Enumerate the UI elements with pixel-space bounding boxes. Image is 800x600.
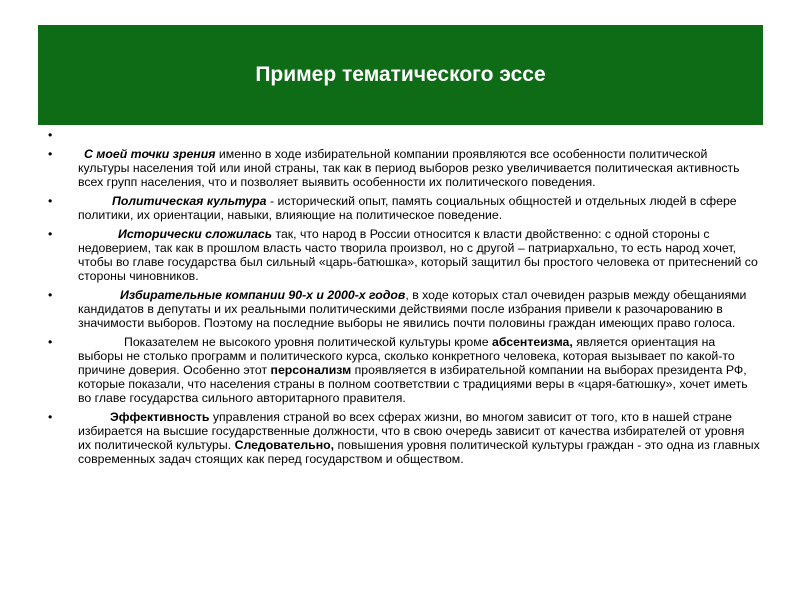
item-term: персонализм	[270, 363, 352, 377]
item-text	[78, 194, 737, 222]
bullet-icon: •	[48, 147, 53, 161]
bullet-icon: •	[48, 335, 53, 349]
item-text	[78, 147, 740, 189]
bullet-icon: •	[48, 288, 53, 302]
slide-title: Пример тематического эссе	[255, 63, 546, 86]
item-text	[78, 335, 748, 405]
title-banner	[38, 25, 763, 125]
bullet-list	[48, 128, 760, 471]
item-body: управления страной во всех сферах жизни, во многом зависит от того, кто в нашей стране избирается на высшие государственные должности, что в свою очередь зависит от качества избирателей от уровня их политической культуры.	[78, 410, 745, 452]
item-body: - исторический опыт, память социальных общностей и отдельных людей в сфере политики, их ориентации, навыки, влияющие на политическое поведение.	[78, 194, 737, 222]
item-term: Политическая культура	[112, 194, 267, 208]
item-term: Избирательные компании 90-х и 2000-х годов	[120, 288, 406, 302]
item-term: Следовательно,	[234, 438, 335, 452]
bullet-icon: •	[48, 410, 53, 424]
item-text	[78, 288, 746, 330]
item-text	[78, 410, 760, 466]
list-item	[48, 227, 760, 283]
item-term: Эффективность	[110, 410, 210, 424]
item-term: С моей точки зрения	[84, 147, 216, 161]
bullet-icon: •	[48, 194, 53, 208]
item-body: Показателем не высокого уровня политической культуры кроме	[124, 335, 492, 349]
list-item	[48, 410, 760, 466]
list-item	[48, 147, 760, 189]
bullet-icon: •	[48, 128, 53, 142]
item-body: , в ходе которых стал очевиден разрыв между обещаниями кандидатов в депутаты и их реальными политическими действиями после избрания привели к разочарованию в значимости выборов. Поэтому на последние выборы не явились почти половины граждан имеющих право голоса.	[78, 288, 747, 330]
item-text	[78, 227, 758, 283]
list-item	[48, 288, 760, 330]
item-body: повышения уровня политической культуры граждан - это одна из главных современных задач стоящих как перед государством и обществом.	[78, 438, 760, 466]
bullet-icon: •	[48, 227, 53, 241]
item-term: Исторически сложилась	[118, 227, 273, 241]
item-body: является ориентация на выборы не столько программ и политического курса, сколько конкретного человека, которая вызывает по какой-то причине доверия. Особенно этот	[78, 335, 735, 377]
item-body: именно в ходе избирательной компании проявляются все особенности политической культуры населения той или иной страны, так как в период выборов резко увеличивается политическая активность всех групп населения, что и позволяет выявить особенности их политического поведения.	[78, 147, 740, 189]
item-body: проявляется в избирательной компании на выборах президента РФ, которые показали, что населения страны в полном соответствии с традициями веры в «царя-батюшку», хочет иметь во главе государства сильного авторитарного правителя.	[78, 363, 748, 405]
list-item	[48, 335, 760, 405]
list-item	[48, 128, 760, 142]
item-term: абсентеизма,	[491, 335, 573, 349]
item-body: так, что народ в России относится к власти двойственно: с одной стороны с недоверием, так как в прошлом власть часто творила произвол, но с другой – патриархально, то есть народ хочет, чтобы во главе государства был сильный «царь-батюшка», который защитил бы простого человека от притеснений со стороны чиновников.	[78, 227, 758, 283]
list-item	[48, 194, 760, 222]
